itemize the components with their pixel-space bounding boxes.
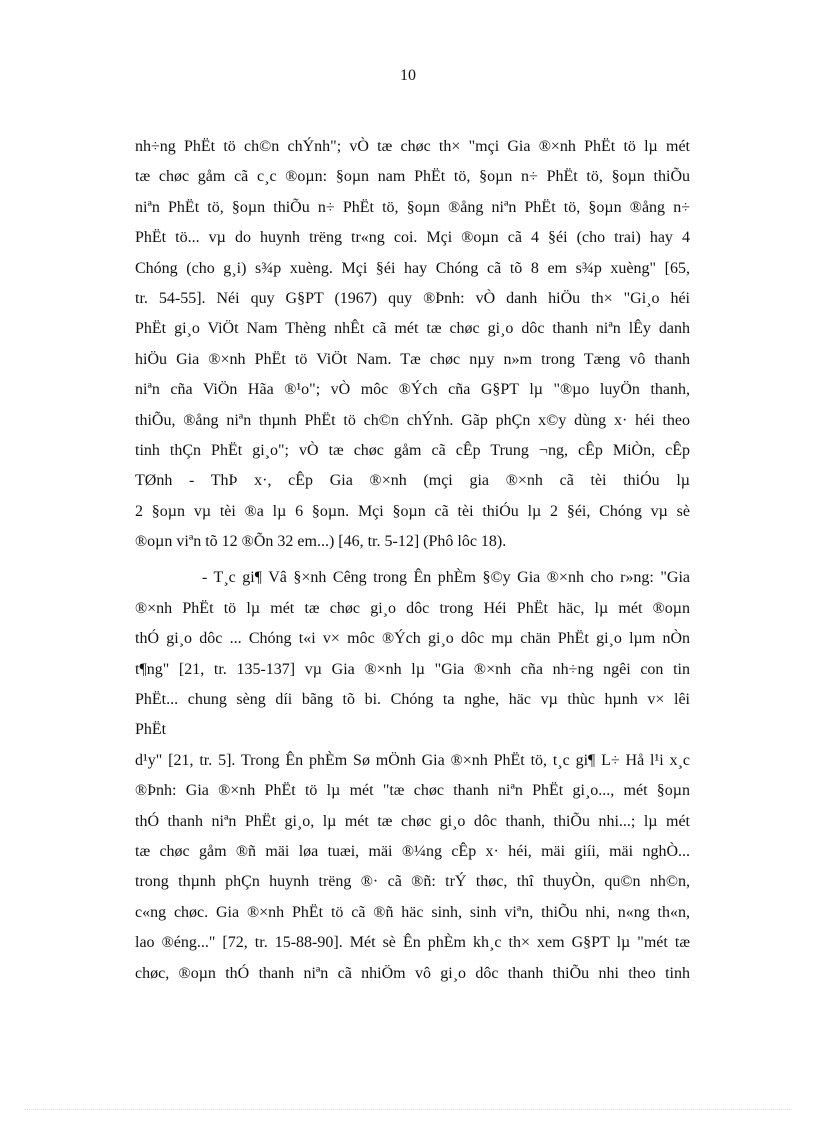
text-line: c«ng chøc. Gia ®×nh PhËt tö cã ®ñ häc sinh, sinh viªn, thiÕu nhi, n«ng th«n,: [135, 903, 690, 921]
text-line: PhËt... chung sèng díi bãng tõ bi. Chóng ta nghe, häc vµ thùc hµnh v× lêi: [135, 691, 690, 709]
text-line: ®oµn viªn tõ 12 ®Õn 32 em...) [46, tr. 5-12] (Phô lôc 18).: [135, 533, 507, 551]
text-line: thÓ thanh niªn PhËt gi¸o, lµ mét tæ chøc gi¸o dôc thanh, thiÕu nhi...; lµ mét: [135, 812, 690, 830]
text-line: nh÷ng PhËt tö ch©n chÝnh"; vÒ tæ chøc th× "mçi Gia ®×nh PhËt tö lµ mét: [135, 138, 690, 155]
text-line: tinh thÇn PhËt gi¸o"; vÒ tæ chøc gåm cã cÊp Trung ¬ng, cÊp MiÒn, cÊp: [135, 441, 690, 459]
text-line: PhËt: [135, 721, 167, 739]
paragraph-1: [135, 132, 690, 557]
text-line: lao ®éng..." [72, tr. 15-88-90]. Mét sè Ên phÈm kh¸c th× xem G§PT lµ "mét tæ: [135, 934, 690, 952]
body-text: [135, 132, 690, 989]
text-line: d¹y" [21, tr. 5]. Trong Ên phÈm Sø mÖnh Gia ®×nh PhËt tö, t¸c gi¶ L÷ Hå l¹i x¸c: [135, 751, 690, 769]
text-line: PhËt gi¸o ViÖt Nam Thèng nhÊt cã mét tæ chøc gi¸o dôc thanh niªn lÊy danh: [135, 320, 690, 338]
text-line: ®Þnh: Gia ®×nh PhËt tö lµ mét "tæ chøc thanh niªn PhËt gi¸o..., mét §oµn: [135, 782, 690, 800]
text-line: niªn cña ViÖn Hãa ®¹o"; vÒ môc ®Ých cña G§PT lµ "®µo luyÖn thanh,: [135, 381, 690, 399]
text-line: chøc, ®oµn thÓ thanh niªn cã nhiÖm vô gi¸o dôc thanh thiÕu nhi theo tinh: [135, 964, 690, 982]
text-line: niªn PhËt tö, §oµn thiÕu n÷ PhËt tö, §oµn ®ång niªn PhËt tö, §oµn ®ång n÷: [135, 198, 690, 216]
text-line: ®×nh PhËt tö lµ mét tæ chøc gi¸o dôc trong Héi PhËt häc, lµ mét ®oµn: [135, 599, 690, 617]
text-line: trong thµnh phÇn huynh trëng ®· cã ®ñ: trÝ thøc, thî thuyÒn, qu©n nh©n,: [135, 873, 690, 891]
text-line: - T¸c gi¶ Vâ §×nh Cêng trong Ên phÈm §©y Gia ®×nh cho r»ng: "Gia: [202, 569, 690, 587]
page-bottom-border: [24, 1109, 792, 1110]
text-line: thÓ gi¸o dôc ... Chóng t«i v× môc ®Ých gi¸o dôc mµ chän PhËt gi¸o lµm nÒn: [135, 630, 690, 648]
text-line: thiÕu, ®ång niªn thµnh PhËt tö ch©n chÝnh. Gãp phÇn x©y dùng x· héi theo: [135, 411, 690, 429]
text-line: hiÖu Gia ®×nh PhËt tö ViÖt Nam. Tæ chøc nµy n»m trong Tæng vô thanh: [135, 350, 690, 368]
text-line: TØnh - ThÞ x·, cÊp Gia ®×nh (mçi gia ®×nh cã tèi thiÓu lµ: [135, 472, 690, 490]
text-line: tæ chøc gåm ®ñ mäi løa tuæi, mäi ®¼ng cÊp x· héi, mäi giíi, mäi nghÒ...: [135, 842, 690, 860]
text-line: t¶ng" [21, tr. 135-137] vµ Gia ®×nh lµ "Gia ®×nh cña nh÷ng ngêi con tin: [135, 660, 690, 678]
text-line: tæ chøc gåm cã c¸c ®oµn: §oµn nam PhËt tö, §oµn n÷ PhËt tö, §oµn thiÕu: [135, 168, 690, 186]
text-line: Chóng (cho g¸i) s¾p xuèng. Mçi §éi hay Chóng cã tõ 8 em s¾p xuèng" [65,: [135, 259, 690, 277]
page-number: 10: [400, 67, 416, 84]
text-line: 2 §oµn vµ tèi ®a lµ 6 §oµn. Mçi §oµn cã tèi thiÓu lµ 2 §éi, Chóng vµ sè: [135, 502, 690, 520]
text-line: PhËt tö... vµ do huynh trëng tr«ng coi. Mçi ®oµn cã 4 §éi (cho trai) hay 4: [135, 229, 690, 247]
paragraph-2: [135, 563, 690, 988]
text-line: tr. 54-55]. Néi quy G§PT (1967) quy ®Þnh: vÒ danh hiÖu th× "Gi¸o héi: [135, 289, 690, 307]
